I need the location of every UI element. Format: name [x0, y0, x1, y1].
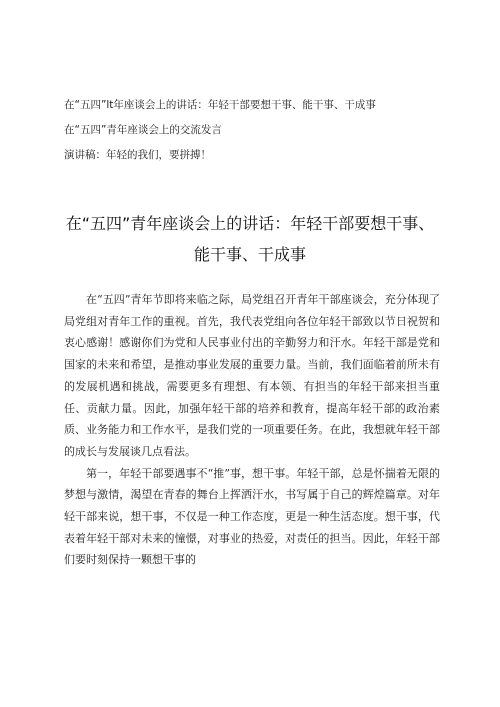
body-paragraph: 第一，年轻干部要遇事不“推”事，想干事。年轻干部，总是怀揣着无限的梦想与激情，渴望在青春的舞台上挥洒汗水，书写属于自己的辉煌篇章。对年轻干部来说，想干事，不仅是一种工作态度，更是一种生活态度。想干事，代表着年轻干部对未来的憧憬，对事业的热爱，对责任的担当。因此，年轻干部们要时刻保持一颗想干事的	[64, 466, 440, 567]
document-title	[0, 211, 500, 268]
toc-item: 在“五四”lt年座谈会上的讲话：年轻干部要想干事、能干事、干成事	[64, 99, 376, 111]
toc-item: 在“五四”青年座谈会上的交流发言	[64, 124, 222, 136]
title-line-2: 能干事、干成事	[193, 245, 306, 264]
title-line-1: 在“五四”青年座谈会上的讲话：年轻干部要想干事、	[65, 214, 435, 233]
table-of-contents	[64, 98, 376, 173]
toc-item: 演讲稿：年轻的我们，要拼搏！	[64, 149, 211, 161]
body-paragraph: 在“五四”青年节即将来临之际，局党组召开青年干部座谈会，充分体现了局党组对青年工作的重视。首先，我代表党组向各位年轻干部致以节日祝贺和衷心感谢！感谢你们为党和人民事业付出的辛勤努力和汗水。年轻干部是党和国家的未来和希望，是推动事业发展的重要力量。当前，我们面临着前所未有的发展机遇和挑战，需要更多有理想、有本领、有担当的年轻干部来担当重任、贡献力量。因此，加强年轻干部的培养和教育，提高年轻干部的政治素质、业务能力和工作水平，是我们党的一项重要任务。在此，我想就年轻干部的成长与发展谈几点看法。	[64, 293, 440, 458]
document-body	[64, 289, 440, 571]
